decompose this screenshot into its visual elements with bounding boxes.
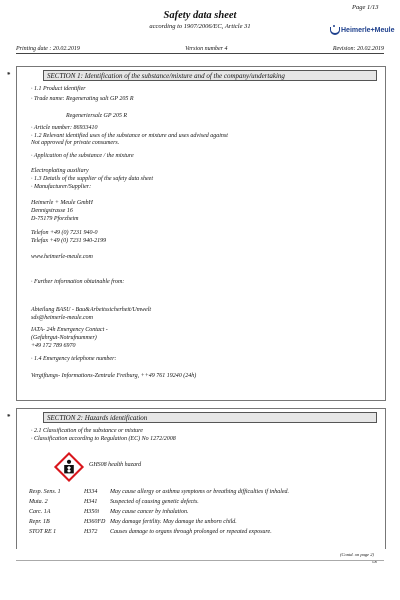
s1-line: Regeneriersalz GP 205 R <box>66 113 128 119</box>
page-number: Page 1/13 <box>352 4 379 11</box>
meta-row <box>16 46 384 54</box>
s1-line: · Application of the substance / the mixture <box>31 153 134 159</box>
section-1-heading: SECTION 1: Identification of the substance/mixture and of the company/undertaking <box>43 70 377 81</box>
s2-line: · 2.1 Classification of the substance or mixture <box>31 428 143 434</box>
s1-line: · 1.1 Product identifier <box>31 86 86 92</box>
s1-line: · Article number: 86933410 <box>31 125 98 131</box>
s1-line: Heimerle + Meule GmbH <box>31 200 93 206</box>
ghs-label: GHS08 health hazard <box>89 462 142 468</box>
document-subtitle: according to 1907/2006/EC, Article 31 <box>149 23 251 30</box>
s1-line: · Trade name: Regenerating salt GP 205 R <box>31 96 134 102</box>
hazard-code: H334 <box>84 489 98 495</box>
logo-text: Heimerle+Meule <box>341 26 395 34</box>
s1-line: D-75179 Pforzheim <box>31 216 79 222</box>
hazard-statement: Suspected of causing genetic defects. <box>110 499 199 505</box>
document-title: Safety data sheet <box>163 10 237 21</box>
s1-line: Not approved for private consumers. <box>31 140 120 146</box>
version-number: Version number 4 <box>185 46 228 52</box>
revision-date: Revision: 20.02.2019 <box>332 46 384 52</box>
s1-line: · Manufacturer/Supplier: <box>31 184 92 190</box>
s1-line: · 1.4 Emergency telephone number: <box>31 356 117 362</box>
s1-line: Telefax +49 (0) 7231 940-2199 <box>31 238 107 244</box>
s1-line: sds@heimerle-meule.com <box>31 315 94 321</box>
s1-line: · 1.3 Details of the supplier of the safety data sheet <box>31 176 153 182</box>
hazard-code: H341 <box>84 499 98 505</box>
star-marker: * <box>7 71 11 79</box>
s1-line: www.heimerle-meule.com <box>31 254 93 260</box>
hazard-statement: Causes damage to organs through prolonged or repeated exposure. <box>110 529 272 535</box>
ghs08-health-hazard-icon <box>53 451 85 483</box>
hazard-statement: May cause allergy or asthma symptoms or breathing difficulties if inhaled. <box>110 489 290 495</box>
s1-line: Abteilung BASU - Bau&Arbeitssicherheit/Umwelt <box>31 307 152 313</box>
section-2-heading: SECTION 2: Hazards identification <box>43 412 377 423</box>
s1-line: Vergiftungs- Informations-Zentrale Freiburg, ++49 761 19240 (24h) <box>31 373 197 379</box>
hazard-class: STOT RE 1 <box>29 529 57 535</box>
s1-line: · Further information obtainable from: <box>31 279 125 285</box>
hazard-class: Resp. Sens. 1 <box>29 489 61 495</box>
continued-note: (Contd. on page 2) <box>340 552 374 557</box>
company-logo <box>329 24 395 36</box>
s1-line: IATA- 24h Emergency Contact - <box>31 327 108 333</box>
s1-line: Dennigstrasse 16 <box>31 208 73 214</box>
s1-line: (Gefahrgut-Notrufnummer) <box>31 335 97 341</box>
hazard-code: H372 <box>84 529 98 535</box>
hazard-class: Repr. 1B <box>29 519 50 525</box>
s1-line: Electroplating auxiliary <box>31 168 89 174</box>
hazard-code: H350i <box>84 509 99 515</box>
footer-divider <box>16 560 384 561</box>
star-marker: * <box>7 413 11 421</box>
printing-date: Printing date : 20.02.2019 <box>16 46 80 52</box>
s1-line: · 1.2 Relevant identified uses of the substance or mixture and uses advised against <box>31 133 228 139</box>
hazard-statement: May damage fertility. May damage the unborn child. <box>110 519 237 525</box>
s1-line: +49 172 789 6970 <box>31 343 76 349</box>
language-code: GB <box>372 560 377 564</box>
s1-line: Telefon +49 (0) 7231 940-0 <box>31 230 98 236</box>
logo-mark-icon <box>329 25 339 35</box>
hazard-class: Muta. 2 <box>29 499 48 505</box>
hazard-code: H360FD <box>84 519 106 525</box>
hazard-class: Carc. 1A <box>29 509 51 515</box>
s2-line: · Classification according to Regulation (EC) No 1272/2008 <box>31 436 176 442</box>
hazard-statement: May cause cancer by inhalation. <box>110 509 189 515</box>
